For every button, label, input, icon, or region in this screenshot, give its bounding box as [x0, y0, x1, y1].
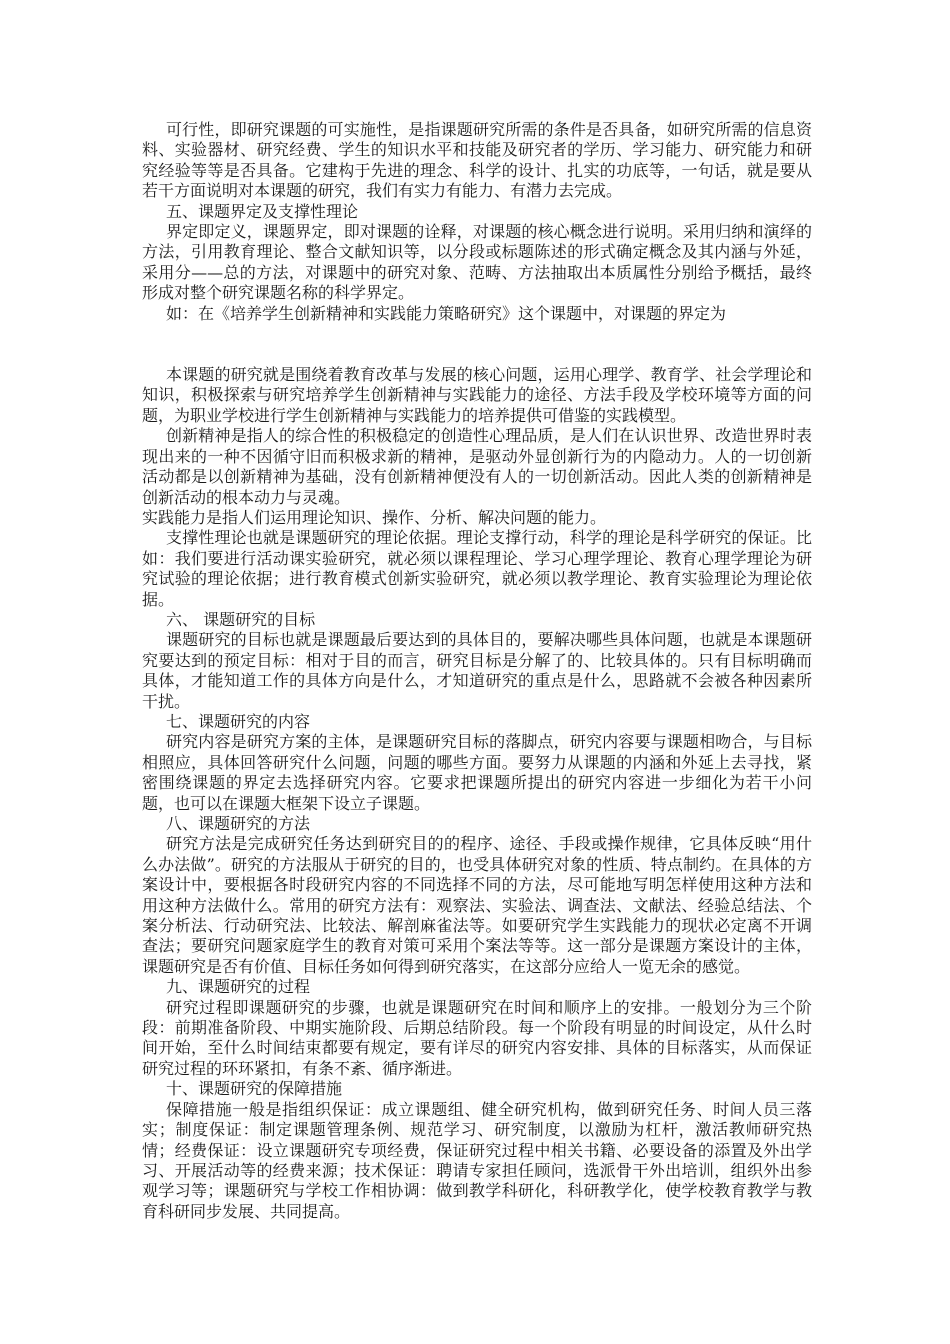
heading-section-8: 八、课题研究的方法: [166, 814, 311, 833]
heading-section-5: 五、课题界定及支撑性理论: [166, 201, 359, 221]
paragraph-definition: 界定即定义，课题界定，即对课题的诠释，对课题的核心概念进行说明。采用归纳和演绎的方法，引用教育理论、整合文献知识等，以分段或标题陈述的形式确定概念及其内涵与外延，采用分——总的方法，对课题中的研究对象、范畴、方法抽取出本质属性分别给予概括，最终形成对整个研究课题名称的科学界定。: [142, 222, 812, 303]
heading-section-9: 九、课题研究的过程: [166, 977, 311, 997]
heading-section-10: 十、课题研究的保障措施: [166, 1079, 343, 1099]
paragraph-example-body: 本课题的研究就是围绕着教育改革与发展的核心问题，运用心理学、教育学、社会学理论和知识，积极探索与研究培养学生创新精神与实践能力的途径、方法手段及学校环境等方面的问题，为职业学校进行学生创新精神与实践能力的培养提供可借鉴的实践模型。: [142, 365, 812, 425]
paragraph-innovation-spirit: 创新精神是指人的综合性的积极稳定的创造性心理品质，是人们在认识世界、改造世界时表现出来的一种不因循守旧而积极求新的精神，是驱动外显创新行为的内隐动力。人的一切创新活动都是以创新精神为基础，没有创新精神便没有人的一切创新活动。因此人类的创新精神是创新活动的根本动力与灵魂。: [142, 426, 812, 507]
paragraph-supporting-theory: 支撑性理论也就是课题研究的理论依据。理论支撑行动，科学的理论是科学研究的保证。比如：我们要进行活动课实验研究，就必须以课程理论、学习心理学理论、教育心理学理论为研究试验的理论依据；进行教育模式创新实验研究，就必须以教学理论、教育实验理论为理论依据。: [142, 528, 812, 609]
blank-gap: [142, 324, 812, 365]
paragraph-example-intro: 如：在《培养学生创新精神和实践能力策略研究》这个课题中，对课题的界定为: [166, 303, 727, 323]
paragraph-content: 研究内容是研究方案的主体，是课题研究目标的落脚点，研究内容要与课题相吻合，与目标相照应，具体回答研究什么问题，问题的哪些方面。要努力从课题的内涵和外延上去寻找，紧密围绕课题的界定去选择研究内容。它要求把课题所提出的研究内容进一步细化为若干小问题，也可以在课题大框架下设立子课题。: [142, 732, 812, 813]
paragraph-objectives: 课题研究的目标也就是课题最后要达到的具体目的，要解决哪些具体问题，也就是本课题研究要达到的预定目标：相对于目的而言，研究目标是分解了的、比较具体的。只有目标明确而具体，才能知道工作的具体方向是什么，才知道研究的重点是什么，思路就不会被各种因素所干扰。: [142, 630, 812, 711]
heading-section-6: 六、 课题研究的目标: [166, 609, 316, 629]
heading-section-7: 七、课题研究的内容: [166, 711, 311, 731]
paragraph-safeguards: 保障措施一般是指组织保证：成立课题组、健全研究机构，做到研究任务、时间人员三落实；制度保证：制定课题管理条例、规范学习、研究制度，以激励为杠杆，激活教师研究热情；经费保证：设立课题研究专项经费，保证研究过程中相关书籍、必要设备的添置及外出学习、开展活动等的经费来源；技术保证：聘请专家担任顾问，选派骨干外出培训，组织外出参观学习等；课题研究与学校工作相协调：做到教学科研化，科研教学化，使学校教育教学与教育科研同步发展、共同提高。: [142, 1099, 812, 1221]
paragraph-process: 研究过程即课题研究的步骤，也就是课题研究在时间和顺序上的安排。一般划分为三个阶段：前期准备阶段、中期实施阶段、后期总结阶段。每一个阶段有明显的时间设定，从什么时间开始，至什么时间结束都要有规定，要有详尽的研究内容安排、具体的目标落实，从而保证研究过程的环环紧扣，有条不紊、循序渐进。: [142, 997, 812, 1078]
paragraph-feasibility: 可行性，即研究课题的可实施性，是指课题研究所需的条件是否具备，如研究所需的信息资料、实验器材、研究经费、学生的知识水平和技能及研究者的学历、学习能力、研究能力和研究经验等等是否具备。它建构于先进的理念、科学的设计、扎实的功底等，一句话，就是要从若干方面说明对本课题的研究，我们有实力有能力、有潜力去完成。: [142, 120, 812, 201]
paragraph-methods: 研究方法是完成研究任务达到研究目的的程序、途径、手段或操作规律，它具体反映“用什么办法做”。研究的方法服从于研究的目的，也受具体研究对象的性质、特点制约。在具体的方案设计中，要根据各时段研究内容的不同选择不同的方法，尽可能地写明怎样使用这种方法和用这种方法做什么。常用的研究方法有：观察法、实验法、调查法、文献法、经验总结法、个案分析法、行动研究法、比较法、解剖麻雀法等。如要研究学生实践能力的现状必定离不开调查法；要研究问题家庭学生的教育对策可采用个案法等等。这一部分是课题方案设计的主体，课题研究是否有价值、目标任务如何得到研究落实，在这部分应给人一览无余的感觉。: [142, 834, 812, 976]
document-page: [142, 120, 812, 1222]
paragraph-practical-ability: 实践能力是指人们运用理论知识、操作、分析、解决问题的能力。: [142, 507, 607, 527]
